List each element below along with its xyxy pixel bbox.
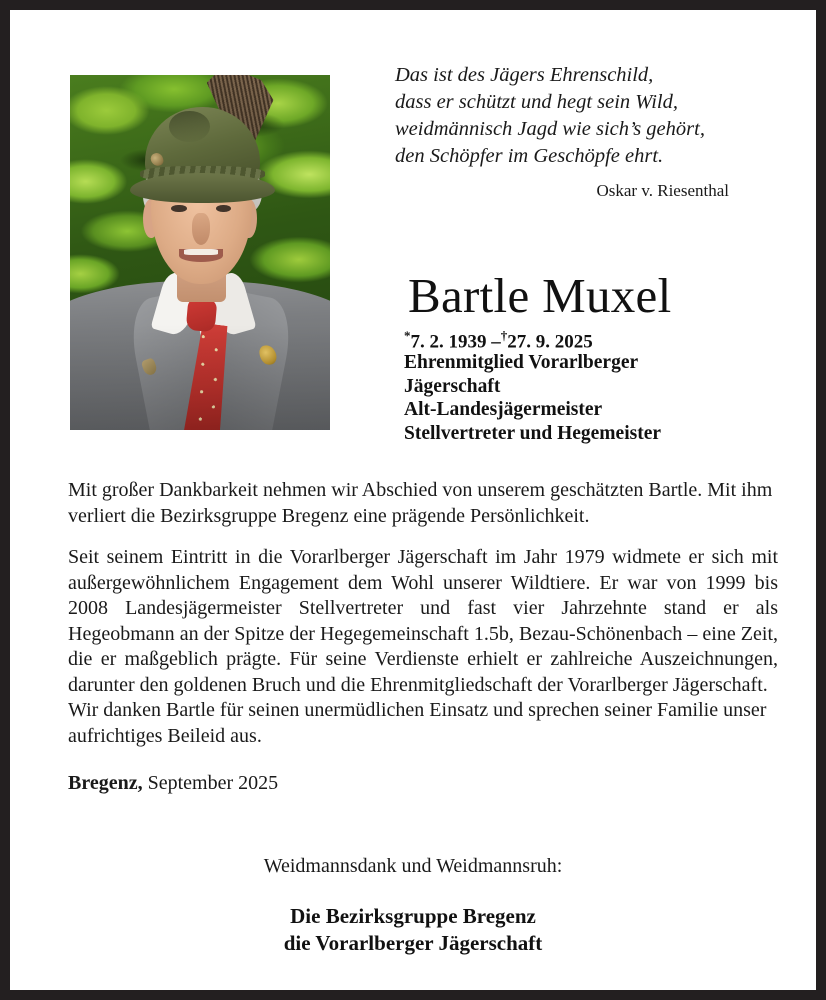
verse-line-4: den Schöpfer im Geschöpfe ehrt. bbox=[395, 145, 664, 167]
birth-date: 7. 2. 1939 bbox=[410, 331, 487, 353]
memorial-verse bbox=[395, 62, 735, 201]
closing-paragraph: Wir danken Bartle für seinen unermüdlichen Einsatz und sprechen seiner Familie unser aufrichtiges Beileid aus. bbox=[68, 699, 767, 747]
signatory-line-2: die Vorarlberger Jägerschaft bbox=[283, 931, 543, 955]
photo-vignette bbox=[70, 75, 330, 430]
date-separator: – bbox=[491, 331, 501, 353]
verse-line-3: weidmännisch Jagd wie sich’s gehört, bbox=[395, 118, 705, 140]
verse-line-2: dass er schützt und hegt sein Wild, bbox=[395, 91, 679, 113]
intro-paragraph: Mit großer Dankbarkeit nehmen wir Abschied von unserem geschätzten Bartle. Mit ihm verliert die Bezirksgruppe Bregenz eine prägende Persönlichkeit. bbox=[68, 479, 773, 527]
honor-titles bbox=[404, 351, 804, 445]
obituary-body bbox=[68, 478, 778, 797]
title-line-3: Alt-Landesjägermeister bbox=[404, 399, 603, 420]
paragraph-spacer bbox=[68, 529, 778, 545]
signatory-line-1: Die Bezirksgruppe Bregenz bbox=[290, 904, 536, 928]
portrait-photo bbox=[70, 75, 330, 430]
verse-line-1: Das ist des Jägers Ehrenschild, bbox=[395, 64, 654, 86]
death-date: 27. 9. 2025 bbox=[507, 331, 593, 353]
place-and-date bbox=[68, 771, 778, 797]
place-name: Bregenz, bbox=[68, 772, 143, 794]
notice-date: September 2025 bbox=[142, 772, 279, 794]
main-paragraph: Seit seinem Eintritt in die Vorarlberger Jägerschaft im Jahr 1979 widmete er sich mit außergewöhnlichem Engagement dem Wohl unserer Wildtiere. Er war von 1999 bis 2008 Landesjägermeister Stellvertreter und fast vier Jahrzehnte stand er als Hegeobmann an der Spitze der Hegegemeinschaft 1.5b, Bezau-Schönenbach – eine Zeit, die er maßgeblich prägte. Für seine Verdienste erhielt er zahlreiche Auszeichnungen, darunter den goldenen Bruch und die Ehrenmitgliedschaft der Vorarlberger Jägerschaft. bbox=[68, 546, 778, 696]
deceased-name: Bartle Muxel bbox=[408, 268, 672, 323]
signatory bbox=[10, 903, 816, 957]
death-symbol: † bbox=[500, 328, 508, 343]
title-line-4: Stellvertreter und Hegemeister bbox=[404, 422, 662, 444]
valediction: Weidmannsdank und Weidmannsruh: bbox=[263, 855, 563, 877]
birth-symbol: * bbox=[404, 328, 411, 343]
life-dates bbox=[404, 328, 593, 353]
verse-attribution: Oskar v. Riesenthal bbox=[596, 181, 729, 200]
title-line-2: Jägerschaft bbox=[404, 375, 501, 397]
notice-paper bbox=[10, 10, 816, 990]
title-line-1: Ehrenmitglied Vorarlberger bbox=[404, 352, 639, 373]
